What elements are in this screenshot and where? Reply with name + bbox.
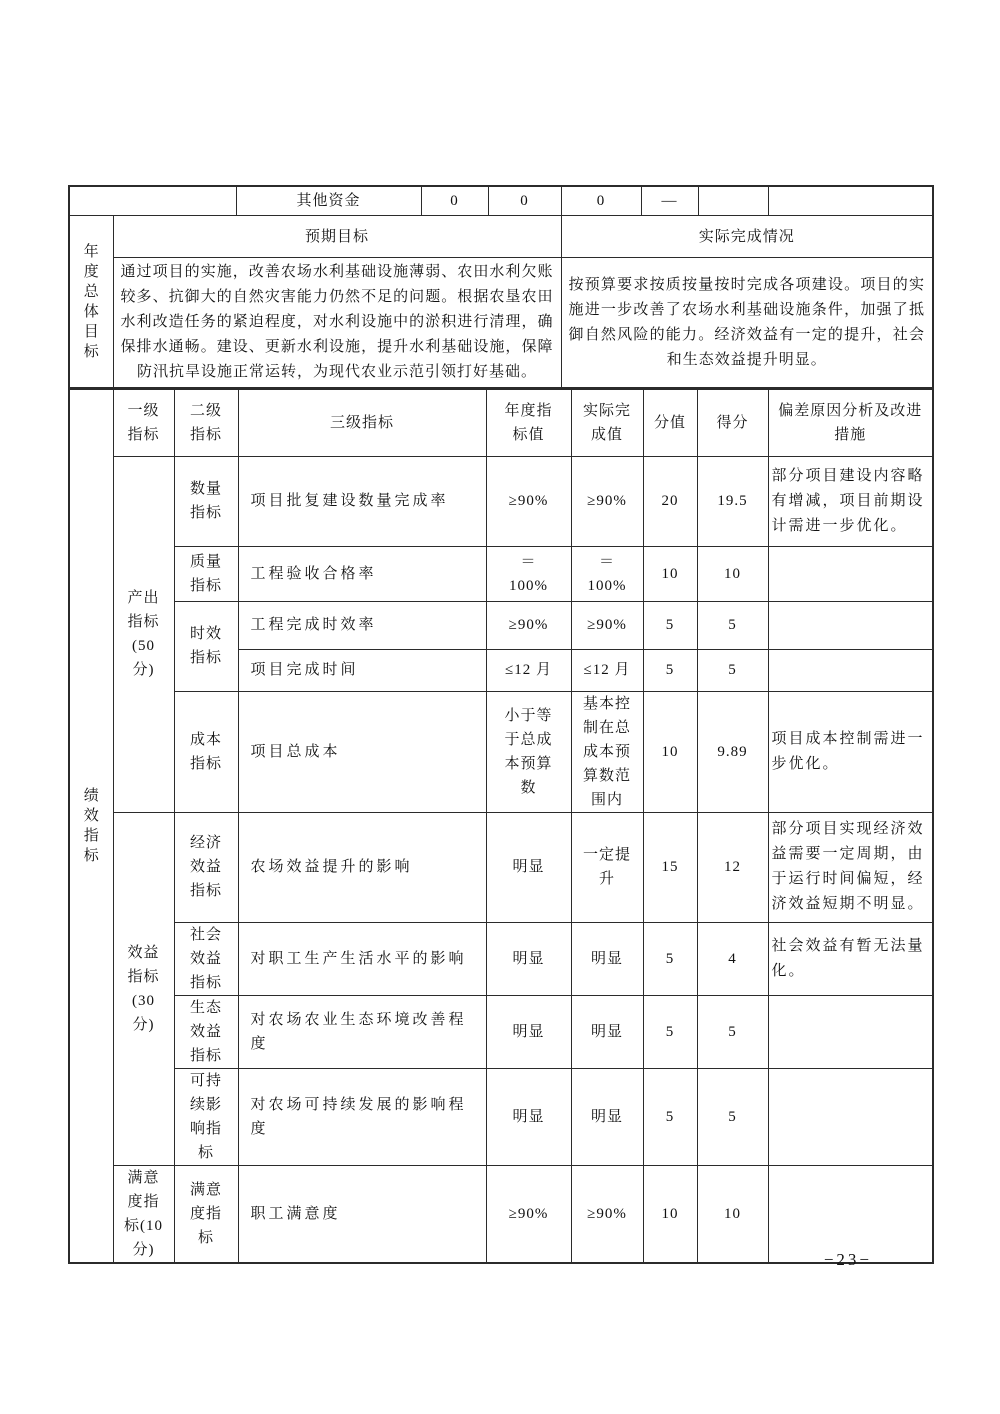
empty-cell [698,186,768,216]
goal-header-row [69,216,933,258]
deviation-cell [768,546,933,601]
level2-cell: 生态效益指标 [174,995,238,1068]
performance-side-label [69,389,113,1263]
points-cell: 5 [643,601,697,649]
indicator-row-quality [69,546,933,601]
points-cell: 5 [643,1068,697,1165]
level3-cell: 项目总成本 [238,691,486,812]
indicator-row-satisfaction [69,1165,933,1263]
score-cell: 19.5 [697,456,768,546]
annual-value-cell: ≥90% [486,601,571,649]
annual-value-cell: ≥90% [486,1165,571,1263]
actual-value-cell: ≥90% [571,456,643,546]
deviation-cell [768,601,933,649]
header-level1: 一级指标 [113,389,174,456]
annual-value-cell: 小于等于总成本预算数 [486,691,571,812]
level2-cell: 时效指标 [174,601,238,691]
level3-cell: 农场效益提升的影响 [238,812,486,922]
empty-cell [768,186,933,216]
header-score: 得分 [697,389,768,456]
indicator-row-economic [69,812,933,922]
level2-cell: 社会效益指标 [174,922,238,995]
header-annual-value: 年度指标值 [486,389,571,456]
points-cell: 15 [643,812,697,922]
level2-cell: 经济效益指标 [174,812,238,922]
indicator-row-ecological [69,995,933,1068]
points-cell: 10 [643,691,697,812]
group-satisfaction: 满意度指标(10分) [113,1165,174,1263]
indicator-header-row [69,389,933,456]
score-cell: 9.89 [697,691,768,812]
other-funds-value-3: 0 [561,186,641,216]
group-output: 产出指标(50分) [113,456,174,812]
goal-text-row [69,258,933,389]
indicator-row-timeliness-1 [69,601,933,649]
deviation-cell [768,1165,933,1263]
actual-completion-header: 实际完成情况 [561,216,933,258]
annual-value-cell: ≥90% [486,456,571,546]
other-funds-row [69,186,933,216]
points-cell: 20 [643,456,697,546]
indicator-row-cost [69,691,933,812]
empty-cell [69,186,236,216]
points-cell: 5 [643,649,697,691]
level3-cell: 项目批复建设数量完成率 [238,456,486,546]
header-deviation: 偏差原因分析及改进措施 [768,389,933,456]
indicator-row-social [69,922,933,995]
annual-value-cell: 明显 [486,922,571,995]
score-cell: 5 [697,1068,768,1165]
annual-goal-side-label-text: 年度总体目标 [83,243,99,360]
indicator-row-quantity [69,456,933,546]
deviation-cell: 部分项目实现经济效益需要一定周期，由于运行时间偏短，经济效益短期不明显。 [768,812,933,922]
points-cell: 5 [643,922,697,995]
actual-value-cell: 明显 [571,995,643,1068]
actual-completion-text: 按预算要求按质按量按时完成各项建设。项目的实施进一步改善了农场水利基础设施条件，加强了抵御自然风险的能力。经济效益有一定的提升，社会和生态效益提升明显。 [561,258,933,389]
deviation-cell: 项目成本控制需进一步优化。 [768,691,933,812]
score-cell: 4 [697,922,768,995]
performance-indicator-table [68,388,934,1264]
deviation-cell: 社会效益有暂无法量化。 [768,922,933,995]
annual-value-cell: 明显 [486,1068,571,1165]
score-cell: 10 [697,1165,768,1263]
group-benefit: 效益指标(30分) [113,812,174,1165]
level3-cell: 对农场可持续发展的影响程度 [238,1068,486,1165]
actual-value-cell: ≤12 月 [571,649,643,691]
deviation-cell [768,649,933,691]
expected-goal-header: 预期目标 [113,216,561,258]
score-cell: 5 [697,995,768,1068]
other-funds-value-1: 0 [421,186,488,216]
annual-value-cell: 明显 [486,812,571,922]
level3-cell: 工程完成时效率 [238,601,486,649]
points-cell: 5 [643,995,697,1068]
annual-value-cell: ＝100% [486,546,571,601]
points-cell: 10 [643,546,697,601]
page-number: −23− [823,1250,872,1269]
score-cell: 10 [697,546,768,601]
actual-value-cell: 明显 [571,1068,643,1165]
deviation-cell [768,1068,933,1165]
level3-cell: 工程验收合格率 [238,546,486,601]
deviation-cell [768,995,933,1068]
level3-cell: 对农场农业生态环境改善程度 [238,995,486,1068]
level2-cell: 成本指标 [174,691,238,812]
actual-value-cell: 一定提升 [571,812,643,922]
annual-goal-table [68,185,934,389]
annual-value-cell: 明显 [486,995,571,1068]
other-funds-label: 其他资金 [236,186,421,216]
level2-cell: 质量指标 [174,546,238,601]
actual-value-cell: 明显 [571,922,643,995]
score-cell: 12 [697,812,768,922]
level2-cell: 可持续影响指标 [174,1068,238,1165]
annual-value-cell: ≤12 月 [486,649,571,691]
level3-cell: 对职工生产生活水平的影响 [238,922,486,995]
other-funds-dash: — [641,186,698,216]
level2-cell: 数量指标 [174,456,238,546]
level3-cell: 职工满意度 [238,1165,486,1263]
points-cell: 10 [643,1165,697,1263]
level3-cell: 项目完成时间 [238,649,486,691]
header-level2: 二级指标 [174,389,238,456]
level2-cell: 满意度指标 [174,1165,238,1263]
actual-value-cell: ＝100% [571,546,643,601]
header-actual-value: 实际完成值 [571,389,643,456]
score-cell: 5 [697,601,768,649]
annual-goal-side-label [69,216,113,389]
header-level3: 三级指标 [238,389,486,456]
header-points: 分值 [643,389,697,456]
actual-value-cell: ≥90% [571,1165,643,1263]
actual-value-cell: 基本控制在总成本预算数范围内 [571,691,643,812]
actual-value-cell: ≥90% [571,601,643,649]
other-funds-value-2: 0 [488,186,561,216]
performance-side-label-text: 绩效指标 [83,787,99,864]
score-cell: 5 [697,649,768,691]
expected-goal-text: 通过项目的实施，改善农场水利基础设施薄弱、农田水利欠账较多、抗御大的自然灾害能力仍然不足的问题。根据农垦农田水利改造任务的紧迫程度，对水利设施中的淤积进行清理，确保排水通畅。建设、更新水利设施，提升水利基础设施，保障防汛抗旱设施正常运转，为现代农业示范引领打好基础。 [113,258,561,389]
deviation-cell: 部分项目建设内容略有增减，项目前期设计需进一步优化。 [768,456,933,546]
indicator-row-sustainability [69,1068,933,1165]
